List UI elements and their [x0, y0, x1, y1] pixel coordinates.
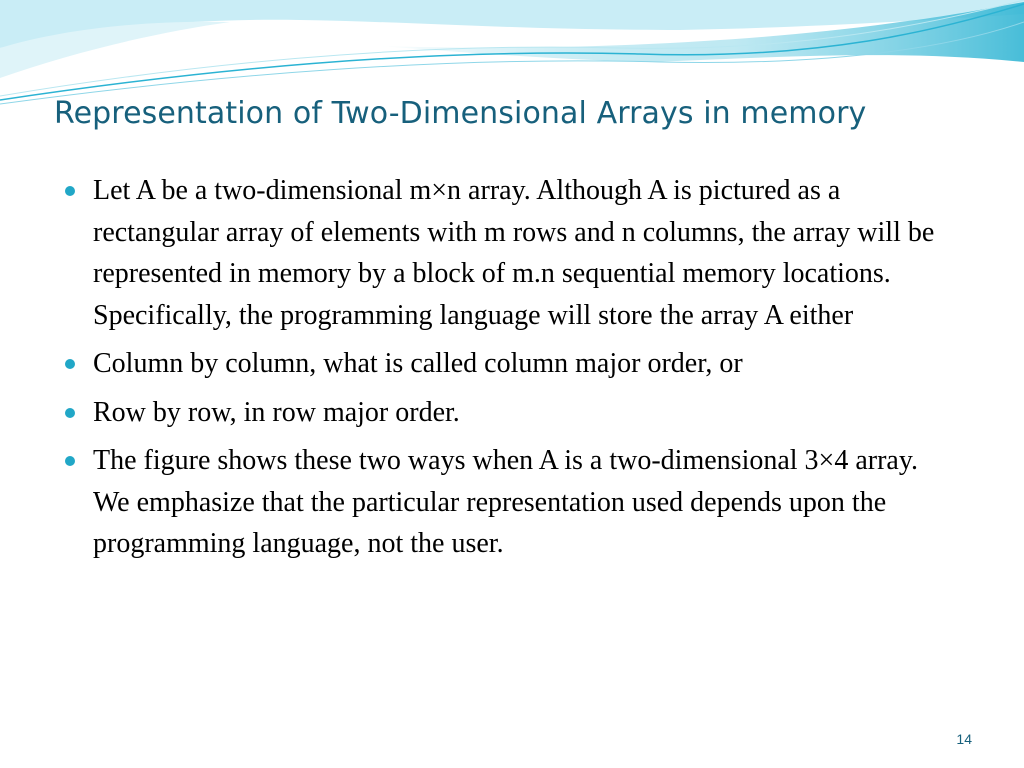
bullet-item	[62, 392, 942, 434]
page-number: 14	[956, 731, 972, 747]
bullet-list	[62, 170, 942, 572]
bullet-dot-icon	[65, 408, 75, 418]
slide-title: Representation of Two-Dimensional Arrays in memory	[54, 96, 867, 131]
bullet-text: Let A be a two-dimensional m×n array. Although A is pictured as a rectangular array of elements with m rows and n columns, the array will be represented in memory by a block of m.n sequential memory locations. Specifically, the programming language will store the array A either	[93, 175, 935, 331]
bullet-text: Row by row, in row major order.	[93, 396, 460, 428]
bullet-dot-icon	[65, 186, 75, 196]
bullet-item	[62, 343, 942, 385]
bullet-item	[62, 170, 942, 336]
bullet-item	[62, 440, 942, 565]
bullet-dot-icon	[65, 359, 75, 369]
bullet-dot-icon	[65, 456, 75, 466]
bullet-text: Column by column, what is called column major order, or	[93, 348, 743, 379]
bullet-text: The figure shows these two ways when A is a two-dimensional 3×4 array. We emphasize that the particular representation used depends upon the programming language, not the user.	[93, 445, 919, 559]
